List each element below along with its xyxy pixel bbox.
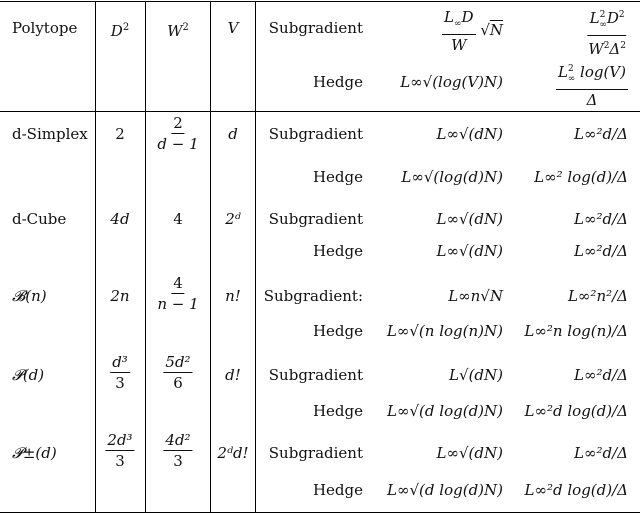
row-permutahedron-w2: $\frac{\text{5d²}}{6}$ xyxy=(165,353,191,392)
row-permutahedron-hedge-label: Hedge xyxy=(312,402,363,420)
top-rule xyxy=(0,1,640,2)
row-signed-permutahedron-hedge-regret: L∞√(d log(d)N) xyxy=(387,481,503,499)
row-permutahedron-polytope: 𝓟(d) xyxy=(12,366,45,384)
row-permutahedron-v: d! xyxy=(225,366,241,384)
row-birkhoff-sub-regret: L∞n√N xyxy=(448,287,503,305)
row-cube-hedge-regret: L∞√(dN) xyxy=(436,242,503,260)
row-cube-sub-bound: L∞²d/Δ xyxy=(574,210,628,228)
row-simplex-sub-regret: L∞√(dN) xyxy=(436,125,503,143)
row-birkhoff-hedge-bound: L∞²n log(n)/Δ xyxy=(524,322,628,340)
header-d2: $D^2$ xyxy=(110,22,130,40)
header-method-subgradient: Subgradient xyxy=(268,19,363,37)
row-birkhoff-v: n! xyxy=(225,287,241,305)
col-sep-3 xyxy=(210,1,211,512)
header-w2: $W^2$ xyxy=(167,22,189,40)
row-birkhoff-d2: 2n xyxy=(110,287,130,305)
row-permutahedron-sub-bound: L∞²d/Δ xyxy=(574,366,628,384)
row-cube-hedge-bound: L∞²d/Δ xyxy=(574,242,628,260)
row-signed-permutahedron-v: 2ᵈd! xyxy=(217,444,249,462)
col-sep-1 xyxy=(95,1,96,512)
row-simplex-hedge-bound: L∞² log(d)/Δ xyxy=(534,168,628,186)
header-hedge-bound: $\frac{L^2_\infty \log(V)}{\Delta}$ xyxy=(556,60,628,109)
col-sep-2 xyxy=(145,1,146,512)
row-simplex-hedge-label: Hedge xyxy=(312,168,363,186)
header-hedge-regret: L∞√(log(V)N) xyxy=(400,73,503,91)
row-cube-sub-regret: L∞√(dN) xyxy=(436,210,503,228)
row-birkhoff-w2: $\frac{4}{n - 1}$ xyxy=(157,274,199,313)
row-signed-permutahedron-hedge-label: Hedge xyxy=(312,481,363,499)
row-cube-hedge-label: Hedge xyxy=(312,242,363,260)
row-simplex-w2: $\frac{2}{d - 1}$ xyxy=(157,114,199,153)
row-signed-permutahedron-sub-regret: L∞√(dN) xyxy=(436,444,503,462)
row-signed-permutahedron-sub-label: Subgradient xyxy=(268,444,363,462)
row-signed-permutahedron-d2: $\frac{\text{2d³}}{3}$ xyxy=(107,431,133,470)
row-birkhoff-hedge-regret: L∞√(n log(n)N) xyxy=(386,322,503,340)
row-signed-permutahedron-sub-bound: L∞²d/Δ xyxy=(574,444,628,462)
row-cube-polytope: d-Cube xyxy=(12,210,67,228)
row-permutahedron-hedge-regret: L∞√(d log(d)N) xyxy=(387,402,503,420)
header-polytope: Polytope xyxy=(12,19,78,37)
row-cube-sub-label: Subgradient xyxy=(268,210,363,228)
row-birkhoff-hedge-label: Hedge xyxy=(312,322,363,340)
row-permutahedron-sub-regret: L√(dN) xyxy=(449,366,503,384)
row-signed-permutahedron-hedge-bound: L∞²d log(d)/Δ xyxy=(524,481,628,499)
row-signed-permutahedron-polytope: 𝓟±(d) xyxy=(12,444,57,462)
row-cube-w2: 4 xyxy=(173,210,183,228)
row-simplex-polytope: d-Simplex xyxy=(12,125,88,143)
header-method-hedge: Hedge xyxy=(312,73,363,91)
row-simplex-sub-label: Subgradient xyxy=(268,125,363,143)
row-simplex-sub-bound: L∞²d/Δ xyxy=(574,125,628,143)
header-rule xyxy=(0,111,640,112)
row-permutahedron-sub-label: Subgradient xyxy=(268,366,363,384)
row-simplex-hedge-regret: L∞√(log(d)N) xyxy=(401,168,503,186)
row-birkhoff-polytope: 𝓑(n) xyxy=(12,287,47,305)
row-permutahedron-d2: $\frac{\text{d³}}{3}$ xyxy=(112,353,128,392)
row-cube-d2: 4d xyxy=(110,210,130,228)
row-cube-v: 2ᵈ xyxy=(225,210,241,228)
header-subgradient-regret: $\frac{L_\infty D}{W}$ √N xyxy=(444,8,503,54)
row-signed-permutahedron-w2: $\frac{\text{4d²}}{3}$ xyxy=(165,431,191,470)
row-birkhoff-sub-bound: L∞²n²/Δ xyxy=(567,287,628,305)
row-birkhoff-sub-label: Subgradient: xyxy=(263,287,363,305)
header-subgradient-bound: $\frac{L^2_\infty D^2}{W^2\Delta^2}$ xyxy=(586,6,628,58)
col-sep-4 xyxy=(255,1,256,512)
bottom-rule xyxy=(0,512,640,513)
row-simplex-d2: 2 xyxy=(115,125,125,143)
row-permutahedron-hedge-bound: L∞²d log(d)/Δ xyxy=(524,402,628,420)
header-v: V xyxy=(227,19,239,37)
row-simplex-v: d xyxy=(228,125,238,143)
